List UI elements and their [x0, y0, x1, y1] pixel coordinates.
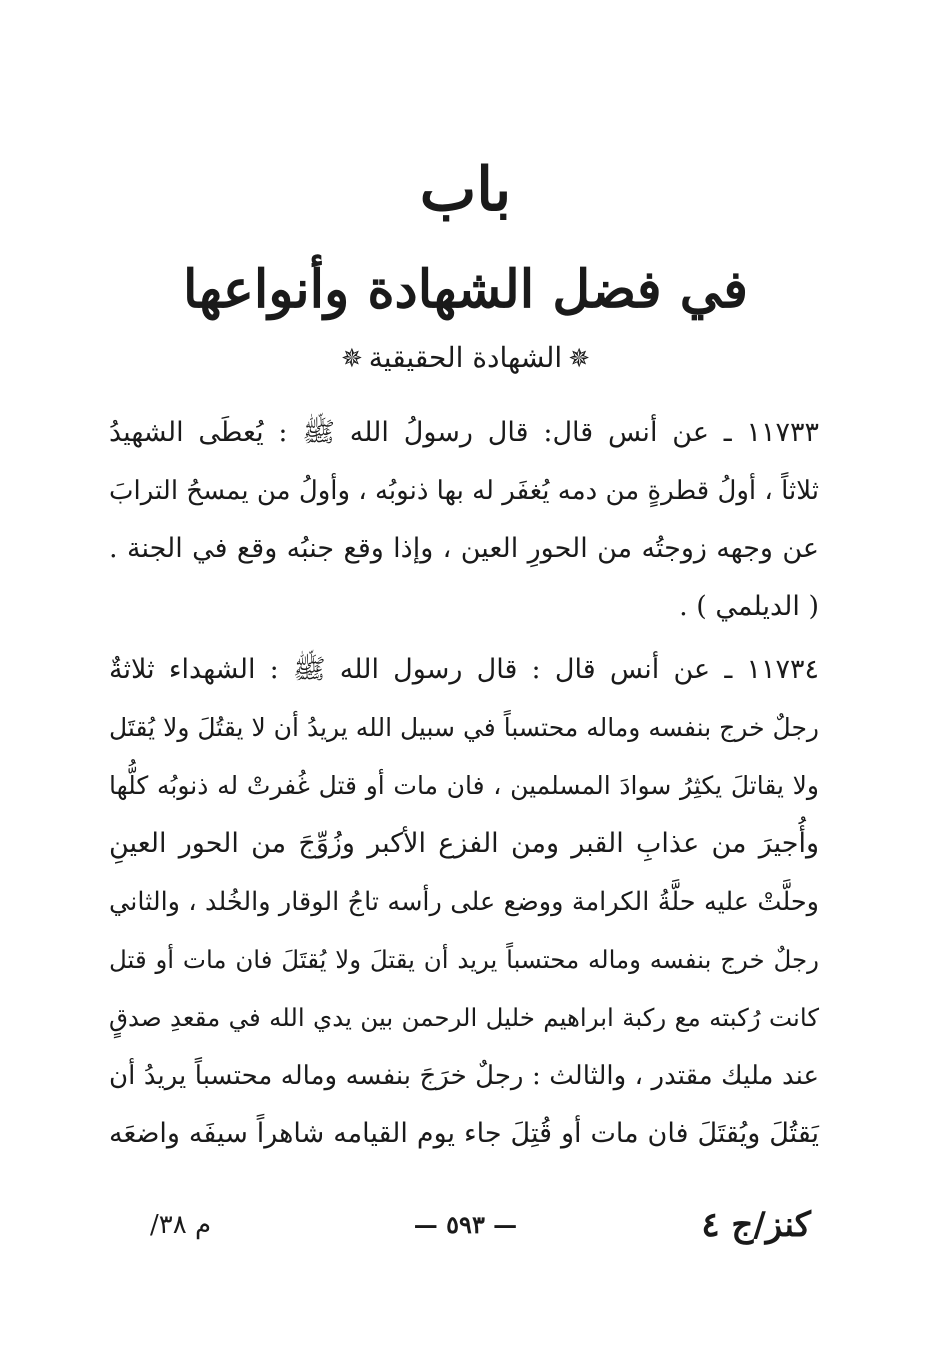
page-footer [0, 1200, 931, 1250]
text-line: عند مليك مقتدر ، والثالث : رجلٌ خرَجَ بنفسه وماله محتسباً يريدُ أن [109, 1061, 819, 1091]
text-line: ثلاثاً ، أولُ قطرةٍ من دمه يُغفَر له بها ذنوبُه ، وأولُ من يمسحُ الترابَ [109, 476, 819, 506]
text-line: رجلٌ خرج بنفسه وماله محتسباً يريد أن يقتلَ ولا يُقتَلَ فان مات أو قتل [109, 945, 819, 974]
text-line: وحلَّتْ عليه حلَّةُ الكرامة ووضع على رأسه تاجُ الوقار والخُلد ، والثاني [109, 887, 819, 917]
sheet-mark: م ٣٨/ [150, 1210, 212, 1240]
section-title-text: الشهادة الحقيقية [368, 341, 563, 374]
hadith-11733 [109, 404, 819, 636]
text-line: ١١٧٣٤ ـ عن أنس قال : قال رسول الله ﷺ : الشهداء ثلاثةٌ [109, 654, 819, 685]
text-line: يَقتُلَ ويُقتَلَ فان مات أو قُتِلَ جاء يوم القيامه شاهراً سيفَه واضعَه [109, 1118, 819, 1149]
text-line: عن وجهه زوجتُه من الحورِ العين ، وإذا وقع جنبُه وقع في الجنة . [109, 533, 819, 564]
chapter-title: في فضل الشهادة وأنواعها [183, 259, 748, 320]
page-number: — ٥٩٣ — [413, 1210, 518, 1239]
ornament-star-icon: ✵ [568, 344, 590, 374]
ornament-star-icon: ✵ [341, 344, 363, 374]
section-title [0, 336, 931, 381]
book-signature: كنز/ج ٤ [701, 1205, 811, 1245]
text-line: وأُجيرَ من عذابِ القبر ومن الفزع الأكبر وزُوِّجَ من الحور العينِ [109, 828, 819, 859]
text-line: ١١٧٣٣ ـ عن أنس قال: قال رسولُ الله ﷺ : يُعطَى الشهيدُ [109, 417, 819, 448]
chapter-heading: باب [419, 155, 512, 225]
text-line: كانت رُكبته مع ركبة ابراهيم خليل الرحمن بين يدي الله في مقعدِ صدقٍ [109, 1003, 819, 1032]
text-line: رجلٌ خرج بنفسه وماله محتسباً في سبيل الله يريدُ أن لا يقتُلَ ولا يُقتَل [109, 713, 819, 742]
hadith-11734 [109, 641, 819, 1163]
source-citation: ( الديلمي ) . [679, 591, 819, 622]
text-line: ولا يقاتلَ يكثِرُ سوادَ المسلمين ، فان مات أو قتل غُفرتْ له ذنوبُه كلُّها [109, 771, 819, 800]
